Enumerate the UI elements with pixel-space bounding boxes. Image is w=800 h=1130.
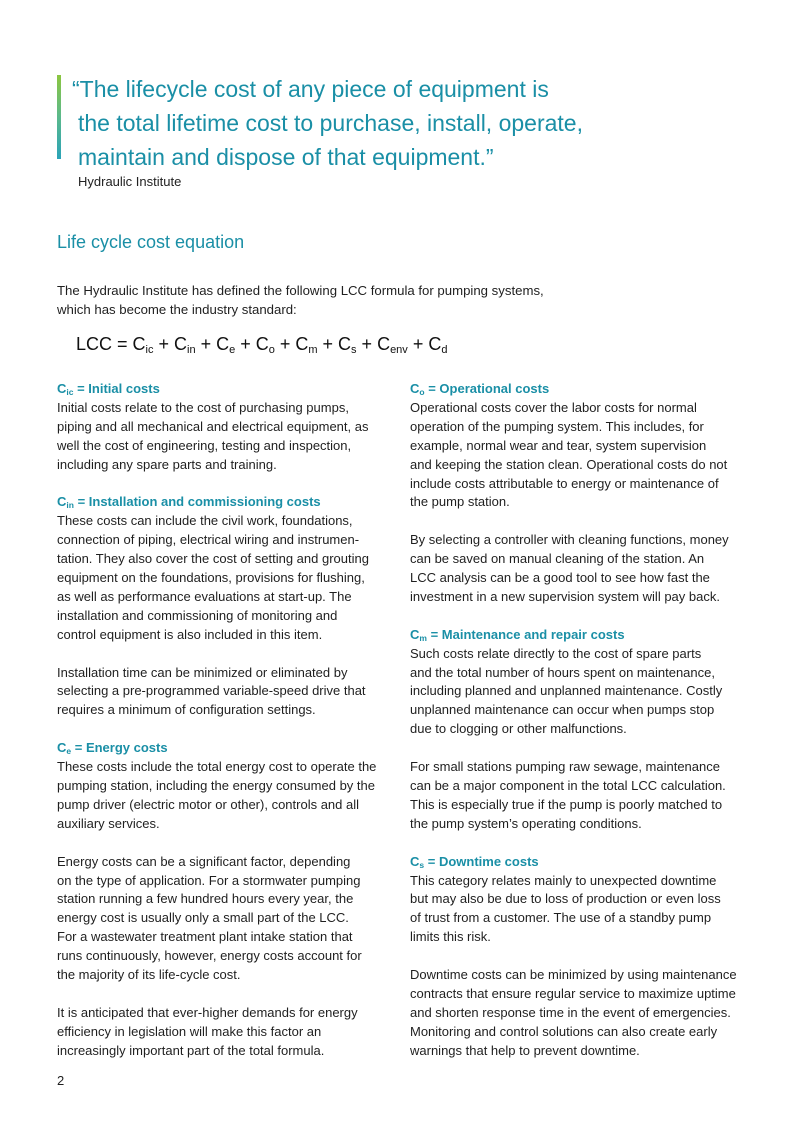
- paragraph-line: LCC analysis can be a good tool to see how fast the: [410, 570, 710, 586]
- equation-term: [216, 334, 235, 354]
- equation-term: [338, 334, 357, 354]
- paragraph-line: the majority of its life-cycle cost.: [57, 967, 241, 983]
- equation-term-base: C: [428, 334, 442, 354]
- cost-heading-text: = Initial costs: [73, 381, 160, 396]
- paragraph-line: include costs attributable to energy or maintenance of: [410, 475, 719, 491]
- paragraph-line: This category relates mainly to unexpected downtime: [410, 872, 717, 888]
- equation-term: [428, 334, 447, 354]
- paragraph: [410, 966, 746, 1061]
- paragraph-line: unplanned maintenance can occur when pumps stop: [410, 702, 715, 718]
- quote-line: the total lifetime cost to purchase, install, operate,: [78, 110, 583, 136]
- paragraph-line: efficiency in legislation will make this factor an: [57, 1023, 322, 1039]
- paragraph-line: Operational costs cover the labor costs for normal: [410, 399, 697, 415]
- paragraph-line: Initial costs relate to the cost of purchasing pumps,: [57, 399, 349, 415]
- paragraph-line: energy cost is usually only a small part of the LCC.: [57, 910, 349, 926]
- paragraph: [410, 645, 746, 740]
- paragraph-line: and keeping the station clean. Operational costs do not: [410, 456, 728, 472]
- paragraph-line: For small stations pumping raw sewage, maintenance: [410, 759, 720, 775]
- cost-heading: [410, 380, 746, 399]
- paragraph: [57, 512, 393, 644]
- equation-term-base: C: [295, 334, 309, 354]
- cost-heading-symbol: C: [57, 494, 67, 510]
- paragraph-line: station running a few hundred hours every year, the: [57, 891, 354, 907]
- equation-term-subscript: s: [351, 344, 357, 356]
- quote-accent-bar: [57, 75, 61, 159]
- paragraph-line: installation and commissioning of monitoring and: [57, 607, 338, 623]
- paragraph-line: Such costs relate directly to the cost of spare parts: [410, 645, 702, 661]
- paragraph: [410, 872, 746, 948]
- equation-term: [256, 334, 275, 354]
- paragraph-line: For a wastewater treatment plant intake station that: [57, 929, 353, 945]
- equation-term-base: C: [377, 334, 391, 354]
- page-number: 2: [57, 1073, 65, 1088]
- paragraph-line: increasingly important part of the total formula.: [57, 1042, 325, 1058]
- paragraph-line: and the total number of hours spent on maintenance,: [410, 664, 715, 680]
- section-title: Life cycle cost equation: [57, 232, 245, 252]
- equation-term-subscript: m: [308, 344, 318, 356]
- quote-line: maintain and dispose of that equipment.”: [78, 144, 494, 170]
- paragraph-line: These costs can include the civil work, foundations,: [57, 513, 353, 529]
- paragraph: [57, 664, 393, 721]
- right-column: [410, 380, 746, 1079]
- paragraph-line: runs continuously, however, energy costs account for: [57, 948, 362, 964]
- paragraph-line: operation of the pumping system. This includes, for: [410, 418, 704, 434]
- paragraph-line: requires a minimum of configuration settings.: [57, 702, 316, 718]
- equation-term-subscript: ic: [145, 344, 154, 356]
- cost-heading-subscript: in: [66, 500, 74, 511]
- paragraph-line: warnings that help to prevent downtime.: [410, 1042, 640, 1058]
- cost-heading-text: = Operational costs: [424, 381, 550, 396]
- intro-paragraph: [57, 281, 577, 319]
- equation-term-subscript: e: [229, 344, 236, 356]
- equation-term-base: C: [216, 334, 230, 354]
- cost-heading-text: = Downtime costs: [424, 853, 539, 869]
- cost-heading: [57, 739, 393, 758]
- cost-heading: [410, 853, 746, 872]
- equation-operator: +: [356, 334, 378, 354]
- paragraph-line: pumping station, including the energy consumed by the: [57, 777, 375, 793]
- cost-heading-text: = Maintenance and repair costs: [426, 626, 625, 642]
- cost-heading-subscript: s: [419, 859, 425, 870]
- lcc-equation: [76, 334, 447, 355]
- equation-term-subscript: env: [390, 344, 408, 356]
- paragraph-line: connection of piping, electrical wiring and instrumen-: [57, 532, 360, 548]
- equation-term-base: C: [255, 334, 269, 354]
- paragraph-line: including planned and unplanned maintenance. Costly: [410, 683, 723, 699]
- paragraph-line: selecting a pre-programmed variable-speed drive that: [57, 683, 366, 699]
- paragraph: [57, 1004, 393, 1061]
- paragraph-line: control equipment is also included in this item.: [57, 626, 323, 642]
- paragraph-line: including any spare parts and training.: [57, 456, 277, 472]
- cost-heading-subscript: o: [419, 387, 425, 397]
- paragraph-line: contracts that ensure regular service to maximize uptime: [410, 985, 736, 1001]
- paragraph-line: These costs include the total energy cost to operate the: [57, 759, 377, 775]
- paragraph-line: the pump station.: [410, 494, 510, 510]
- paragraph-line: piping and all mechanical and electrical equipment, as: [57, 418, 369, 434]
- cost-heading: [410, 626, 746, 645]
- paragraph-line: due to clogging or other malfunctions.: [410, 721, 627, 737]
- paragraph: [410, 531, 746, 607]
- cost-heading-text: = Installation and commissioning costs: [73, 494, 321, 510]
- equation-term-base: C: [338, 334, 352, 354]
- paragraph-line: investment in a new supervision system will pay back.: [410, 588, 720, 604]
- paragraph-line: Installation time can be minimized or eliminated by: [57, 664, 348, 680]
- paragraph-line: This is especially true if the pump is poorly matched to: [410, 796, 723, 812]
- quote-attribution: Hydraulic Institute: [78, 174, 182, 189]
- paragraph: [410, 399, 746, 512]
- equation-term-subscript: d: [441, 344, 448, 356]
- pull-quote: [72, 72, 672, 174]
- paragraph-line: auxiliary services.: [57, 815, 160, 831]
- paragraph-line: of trust from a customer. The use of a standby pump: [410, 910, 712, 926]
- paragraph-line: limits this risk.: [410, 929, 491, 945]
- cost-heading-subscript: ic: [66, 387, 74, 397]
- paragraph: [57, 399, 393, 475]
- equation-operator: +: [274, 334, 296, 354]
- paragraph-line: tation. They also cover the cost of setting and grouting: [57, 551, 369, 567]
- equation-operator: +: [195, 334, 217, 354]
- equation-term: [295, 334, 317, 354]
- paragraph: [57, 853, 393, 985]
- paragraph-line: Downtime costs can be minimized by using maintenance: [410, 967, 737, 983]
- equation-term-base: C: [132, 334, 146, 354]
- cost-heading-subscript: m: [419, 632, 427, 643]
- paragraph-line: example, normal wear and tear, system supervision: [410, 437, 707, 453]
- equation-operator: +: [235, 334, 256, 354]
- cost-heading-symbol: C: [57, 381, 67, 396]
- quote-line: “The lifecycle cost of any piece of equipment is: [72, 76, 549, 102]
- equation-term-base: C: [174, 334, 187, 354]
- paragraph-line: but may also be due to loss of production or even loss: [410, 891, 721, 907]
- paragraph-line: pump driver (electric motor or other), controls and all: [57, 796, 360, 812]
- paragraph-line: equipment on the foundations, provisions for flushing,: [57, 570, 365, 586]
- paragraph-line: Energy costs can be a significant factor, depending: [57, 853, 351, 869]
- paragraph-line: By selecting a controller with cleaning functions, money: [410, 532, 729, 548]
- paragraph-line: and shorten response time in the event of emergencies.: [410, 1004, 731, 1020]
- cost-heading-text: = Energy costs: [71, 740, 168, 756]
- paragraph-line: well the cost of engineering, testing and inspection,: [57, 437, 352, 453]
- cost-heading: [57, 493, 393, 512]
- equation-operator: +: [317, 334, 339, 354]
- left-column: [57, 380, 393, 1079]
- equation-term: [377, 334, 408, 354]
- paragraph-line: on the type of application. For a stormwater pumping: [57, 872, 361, 888]
- paragraph-line: as well as performance evaluations at start-up. The: [57, 588, 352, 604]
- paragraph-line: Monitoring and control solutions can also create early: [410, 1023, 718, 1039]
- cost-heading-symbol: C: [410, 853, 420, 869]
- cost-heading-symbol: C: [410, 381, 420, 396]
- equation-operator: +: [407, 334, 429, 354]
- equation-operator: =: [112, 334, 133, 354]
- paragraph-line: the pump system’s operating conditions.: [410, 815, 642, 831]
- equation-term: [174, 334, 196, 354]
- intro-line: which has become the industry standard:: [57, 302, 297, 317]
- paragraph-line: It is anticipated that ever-higher demands for energy: [57, 1004, 358, 1020]
- cost-heading-symbol: C: [410, 626, 420, 642]
- cost-heading-symbol: C: [57, 740, 67, 756]
- equation-term-subscript: in: [187, 344, 196, 356]
- cost-heading-subscript: e: [66, 746, 72, 757]
- equation-term-subscript: o: [268, 344, 275, 356]
- intro-line: The Hydraulic Institute has defined the following LCC formula for pumping systems,: [57, 283, 544, 298]
- cost-heading: [57, 380, 393, 399]
- paragraph: [57, 758, 393, 834]
- equation-term: [133, 334, 154, 354]
- equation-operator: +: [153, 334, 174, 354]
- paragraph-line: can be a major component in the total LCC calculation.: [410, 777, 726, 793]
- paragraph-line: can be saved on manual cleaning of the station. An: [410, 551, 705, 567]
- equation-lhs: LCC: [76, 334, 113, 354]
- paragraph: [410, 758, 746, 834]
